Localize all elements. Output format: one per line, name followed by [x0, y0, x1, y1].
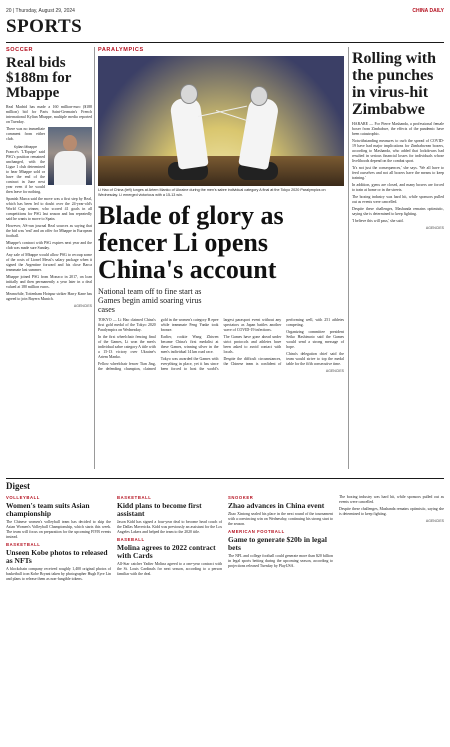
paralympics-paragraph: The Games have gone ahead under strict protocols and athletes have been asked to avoid contact with locals. [223, 334, 282, 354]
column-divider [94, 47, 95, 469]
soccer-paragraph: Spanish Marca said the move was a first step by Real, which has been led to doubt over the 24-year-old's World Cup winner, who scored 41 goals in all competitions for PSG last season and has repeatedly said he wants to move to Spain. [6, 197, 92, 221]
zimbabwe-byline: AGENCIES [425, 226, 444, 230]
digest-text: Jason Kidd has signed a four-year deal to become head coach of the Dallas Mavericks. Kidd was previously an assistant for the Los Angeles Lakers and helped the team to the 2020 title. [117, 520, 222, 534]
paralympics-paragraph: Fellow wheelchair fencer Tian Jing, the defending champion, claimed gold in the women's category B epee while teammate Feng Yanke took bronze. [98, 317, 219, 371]
soccer-paragraph: There was no immediate comment from either club. [6, 127, 45, 141]
digest-text: All-Star catcher Yadier Molina agreed to a one-year contract with the St. Louis Cardinals for next season, according to a person familiar with the deal. [117, 562, 222, 576]
paralympics-kicker: PARALYMPICS [98, 47, 144, 53]
page-header [6, 6, 444, 16]
digest-text: The Chinese women's volleyball team has decided to skip the Asian Women's Volleyball Championship, which starts this week. The team will focus on preparation for the upcoming FIVB events instead. [6, 520, 111, 539]
paralympics-paragraph: Tokyo was awarded the Games with everything in place, yet it has since been forced to host the world's largest parasport event without any spectators as Japan battles another wave of COVID-19 infections. [160, 317, 282, 371]
zimbabwe-paragraph: 'I believe this will pass,' she said. [352, 219, 404, 223]
page-date: 20 | Thursday, August 29, 2024 [6, 8, 75, 14]
paralympics-story [98, 47, 344, 498]
digest-headline: Molina agrees to 2022 contract with Cards [117, 543, 216, 560]
zimbabwe-paragraph: HARARE — For Pierre Mashanda, a professional female boxer from Zimbabwe, the effects of the pandemic have been catastrophic. [352, 122, 444, 136]
digest-column [6, 495, 111, 733]
paper-name: CHINA DAILY [412, 8, 444, 14]
paralympics-paragraph: Despite the difficult circumstances, the Chinese team is confident of performing well, with 251 athletes competing. [223, 317, 344, 366]
zimbabwe-paragraph: Despite these challenges, Mashanda remains optimistic, saying she is determined to keep fighting. [352, 207, 444, 216]
digest-headline: Game to generate $20b in legal bets [228, 535, 327, 552]
top-rule [6, 42, 444, 43]
paralympics-body [98, 318, 344, 498]
digest-headline: Kidd plans to become first assistant [117, 501, 202, 518]
soccer-paragraph: France's 'L'Equipe' said PSG's position remained unchanged, with the Ligue 1 club determined to hear Mbappe sold or have the end of the contract in June next year even if he would then leave for nothing. [6, 150, 45, 194]
soccer-headline: Real bids $188m for Mbappe [6, 55, 72, 101]
soccer-paragraph: Mbappe joined PSG from Monaco in 2017, on loan initially and then permanently a year later in a deal valued at 180 million euros. [6, 275, 92, 289]
digest-kicker: BASKETBALL [117, 495, 152, 500]
digest-kicker: AMERICAN FOOTBALL [228, 529, 285, 534]
zimbabwe-headline: Rolling with the punches in virus-hit Zimbabwe [352, 50, 437, 118]
zimbabwe-paragraph: Notwithstanding measures to curb the spread of COVID-19 have had major implications for Zimbabwean boxers, according to Mashanda, who added that lockdowns had resulted in serious financial losses for individuals whose livelihoods depend on the combat sport. [352, 139, 444, 163]
paralympics-paragraph: China's delegation chief said the team would strive to top the medal table for the fifth consecutive time. [286, 351, 344, 366]
paralympics-byline: AGENCIES [325, 368, 344, 373]
zimbabwe-paragraph: In addition, gyms are closed, and many boxers are forced to train at home or in the streets. [352, 183, 444, 192]
digest-kicker: BASEBALL [117, 537, 145, 542]
fencing-photo-caption: Li Hao of China (left) lunges at Artem Manko of Ukraine during the men's sabre individual category A final at the Tokyo 2020 Paralympics on Wednesday. Li emerged victorious with a 15-13 win. [98, 188, 326, 197]
section-title: SPORTS [6, 16, 83, 37]
paralympics-paragraph: In the first wheelchair fencing final of the Games, Li won the men's individual sabre category A title with a 15-13 victory over Ukraine's Artem Manko. [98, 334, 156, 359]
soccer-paragraph: Real Madrid has made a 160 million-euro ($188 million) bid for Paris Saint-Germain's French international Kylian Mbappe, multiple media reported on Tuesday. [6, 105, 92, 124]
soccer-paragraph: However, AS-run journal Real sources as saying that the bid was 'real' and an offer for Mbappe in European football. [6, 224, 92, 238]
digest-column [339, 495, 444, 733]
digest-text: A blockchain company received roughly 1,400 original photos of basketball icon Kobe Bryant taken by photographer Hugh Eyre Lin and plans to release them as non-fungible tokens. [6, 567, 111, 581]
zimbabwe-boxing-story [352, 47, 444, 467]
paralympics-paragraph: Earlier, rookie Wang Zhiwen became China's first medalist at these Games, winning silver in the men's individual 14 km road race. [160, 334, 219, 354]
digest-headline: Women's team suits Asian championship [6, 501, 90, 518]
zimbabwe-paragraph: 'It's not just the consequences,' she says. 'We all have to feed ourselves and not all boxers have the means to keep training.' [352, 166, 444, 180]
soccer-paragraph: Meanwhile, Tottenham Hotspur striker Harry Kane has agreed to join Bayern Munich. [6, 292, 92, 301]
digest-rule [6, 478, 444, 479]
digest-column [117, 495, 222, 733]
soccer-paragraph: Any sale of Mbappe would allow PSG to recoup some of the costs of Lionel Messi's salary package when it signed the Argentine forward and his close Barca teammate last summer. [6, 253, 92, 272]
digest-headline: Unseen Kobe photos to released as NFTs [6, 548, 108, 565]
paralympics-deck: National team off to fine start as Games begin amid soaring virus cases [98, 286, 202, 314]
digest-kicker: BASKETBALL [6, 542, 41, 547]
mbappe-photo-caption: Kylian Mbappe [6, 144, 92, 150]
column-divider [348, 47, 349, 469]
digest-text: Zhao Xintong sealed his place in the next round of the tournament with a convincing win on Wednesday, continuing his strong start to the season. [228, 512, 333, 526]
digest-headline: Zhao advances in China event [228, 501, 325, 510]
digest-kicker: SNOOKER [228, 495, 254, 500]
paralympics-paragraph: Organizing committee president Seiko Hashimoto said the Games would send a strong message of hope. [286, 329, 344, 349]
digest-text: The NFL and college football could generate more than $20 billion in legal sports betting during the upcoming season, according to projections released Tuesday by PlayUSA. [228, 554, 333, 568]
digest-byline: AGENCIES [425, 519, 444, 523]
soccer-story [6, 47, 92, 467]
mbappe-photo [48, 127, 92, 185]
zimbabwe-paragraph: The boxing industry was hard hit, while sponsors pulled out as events were cancelled. [352, 195, 444, 204]
fencing-photo [98, 56, 344, 186]
paralympics-paragraph: TOKYO — Li Hao claimed China's first gold medal of the Tokyo 2020 Paralympics on Wednesday. [98, 317, 156, 332]
soccer-byline: AGENCIES [73, 304, 92, 308]
digest-title: Digest [6, 481, 30, 491]
soccer-paragraph: Mbappe's contract with PSG expires next year and the club was made sure Sunday. [6, 241, 92, 250]
digest-column [228, 495, 333, 733]
soccer-kicker: SOCCER [6, 47, 34, 53]
digest-text: The boxing industry was hard hit, while sponsors pulled out as events were cancelled. [339, 495, 444, 504]
paralympics-headline: Blade of glory as fencer Li opens China's account [98, 200, 284, 284]
digest-kicker: VOLLEYBALL [6, 495, 40, 500]
digest-text: Despite these challenges, Mashanda remains optimistic, saying she is determined to keep fighting. [339, 507, 444, 516]
digest-section [6, 495, 444, 733]
